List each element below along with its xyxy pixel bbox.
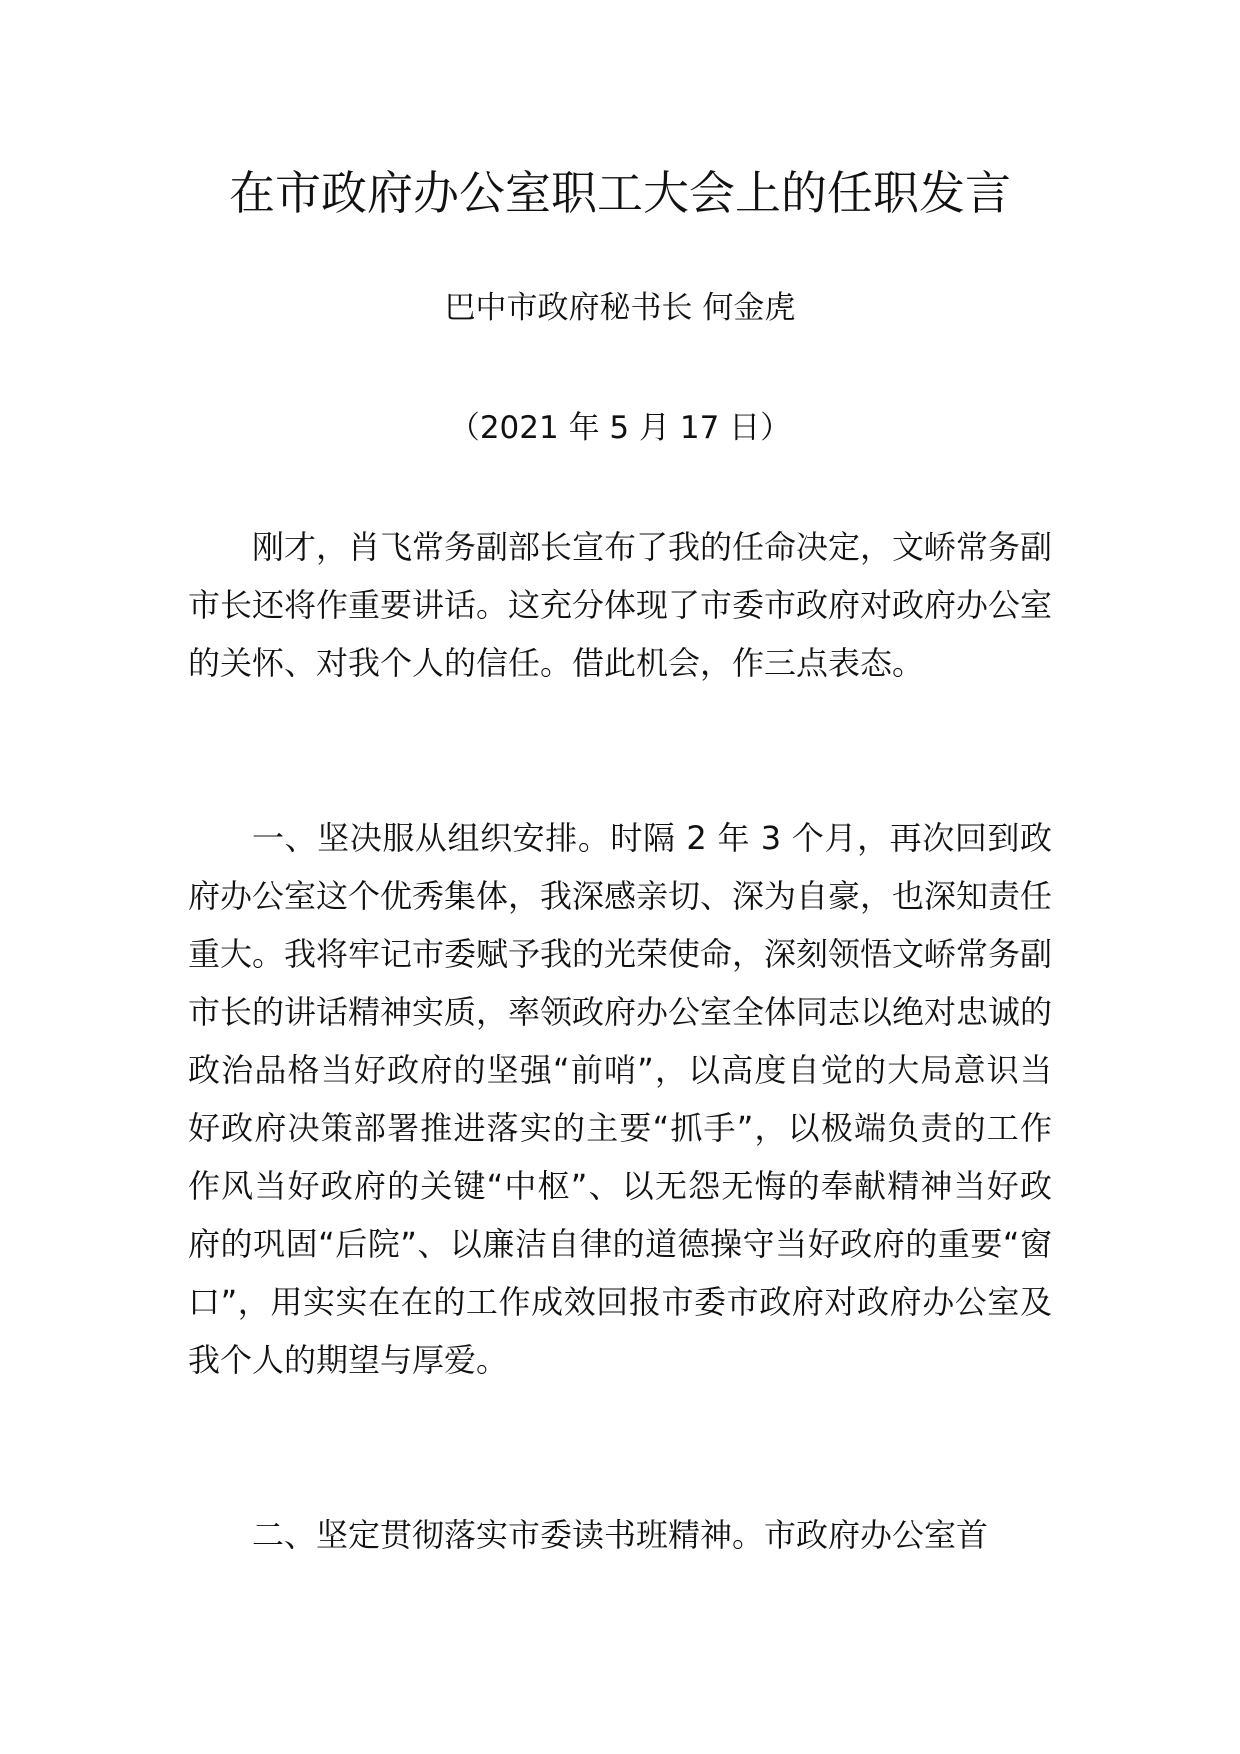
- body-paragraph: 二、坚定贯彻落实市委读书班精神。市政府办公室首: [252, 1516, 989, 1554]
- speech-date: （2021 年 5 月 17 日）: [448, 410, 792, 446]
- paragraph-block: [188, 809, 1052, 1389]
- author-byline: 巴中市政府秘书长 何金虎: [444, 290, 796, 326]
- body-paragraph: 刚才，肖飞常务副部长宣布了我的任命决定，文峤常务副市长还将作重要讲话。这充分体现了市委市政府对政府办公室的关怀、对我个人的信任。借此机会，作三点表态。: [188, 528, 1053, 682]
- body-paragraph: 一、坚决服从组织安排。时隔 2 年 3 个月，再次回到政府办公室这个优秀集体，我深感亲切、深为自豪，也深知责任重大。我将牢记市委赋予我的光荣使命，深刻领悟文峤常务副市长的讲话精神实质，率领政府办公室全体同志以绝对忠诚的政治品格当好政府的坚强“前哨”，以高度自觉的大局意识当好政府决策部署推进落实的主要“抓手”，以极端负责的工作作风当好政府的关键“中枢”、以无怨无悔的奉献精神当好政府的巩固“后院”、以廉洁自律的道德操守当好政府的重要“窗口”，用实实在在的工作成效回报市委市政府对政府办公室及我个人的期望与厚爱。: [188, 819, 1053, 1379]
- paragraph-block: [188, 1506, 1052, 1564]
- document-title: 在市政府办公室职工大会上的任职发言: [229, 166, 1011, 220]
- paragraph-block: [188, 518, 1052, 692]
